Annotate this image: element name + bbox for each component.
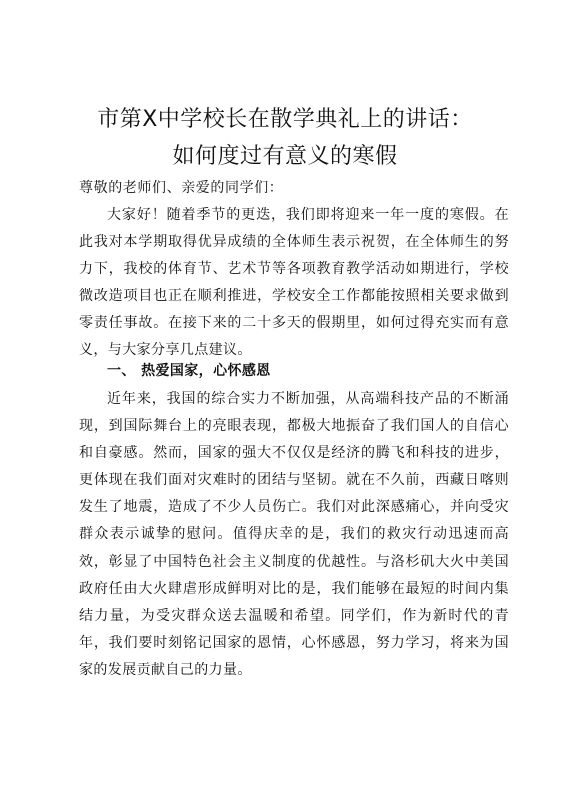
- section-heading-1: 一、 热爱国家，心怀感恩: [107, 363, 271, 379]
- greeting-text: 尊敬的老师们、亲爱的同学们：: [79, 180, 284, 196]
- document-title-line-2: 如何度过有意义的寒假: [172, 144, 398, 169]
- document-title-line-1: 市第X中学校长在散学典礼上的讲话：: [97, 107, 473, 132]
- paragraph-2: 近年来，我国的综合实力不断加强，从高端科技产品的不断涌现，到国际舞台上的亮眼表现，都极大地振奋了我们国人的自信心和自豪感。然而，国家的强大不仅仅是经济的腾飞和科技的进步，更体现在我们面对灾难时的团结与坚韧。就在不久前，西藏日喀则发生了地震，造成了不少人员伤亡。我们对此深感痛心，并向受灾群众表示诚挚的慰问。值得庆幸的是，我们的救灾行动迅速而高效，彰显了中国特色社会主义制度的优越性。与洛杉矶大火中美国政府任由大火肆虐形成鲜明对比的是，我们能够在最短的时间内集结力量，为受灾群众送去温暖和希望。同学们，作为新时代的青年，我们要时刻铭记国家的恩情，心怀感恩，努力学习，将来为国家的发展贡献自己的力量。: [79, 391, 509, 678]
- paragraph-1: 大家好！随着季节的更迭，我们即将迎来一年一度的寒假。在此我对本学期取得优异成绩的全体师生表示祝贺，在全体师生的努力下，我校的体育节、艺术节等各项教育教学活动如期进行，学校微改造项目也正在顺利推进，学校安全工作都能按照相关要求做到零责任事故。在接下来的二十多天的假期里，如何过得充实而有意义，与大家分享几点建议。: [79, 207, 509, 359]
